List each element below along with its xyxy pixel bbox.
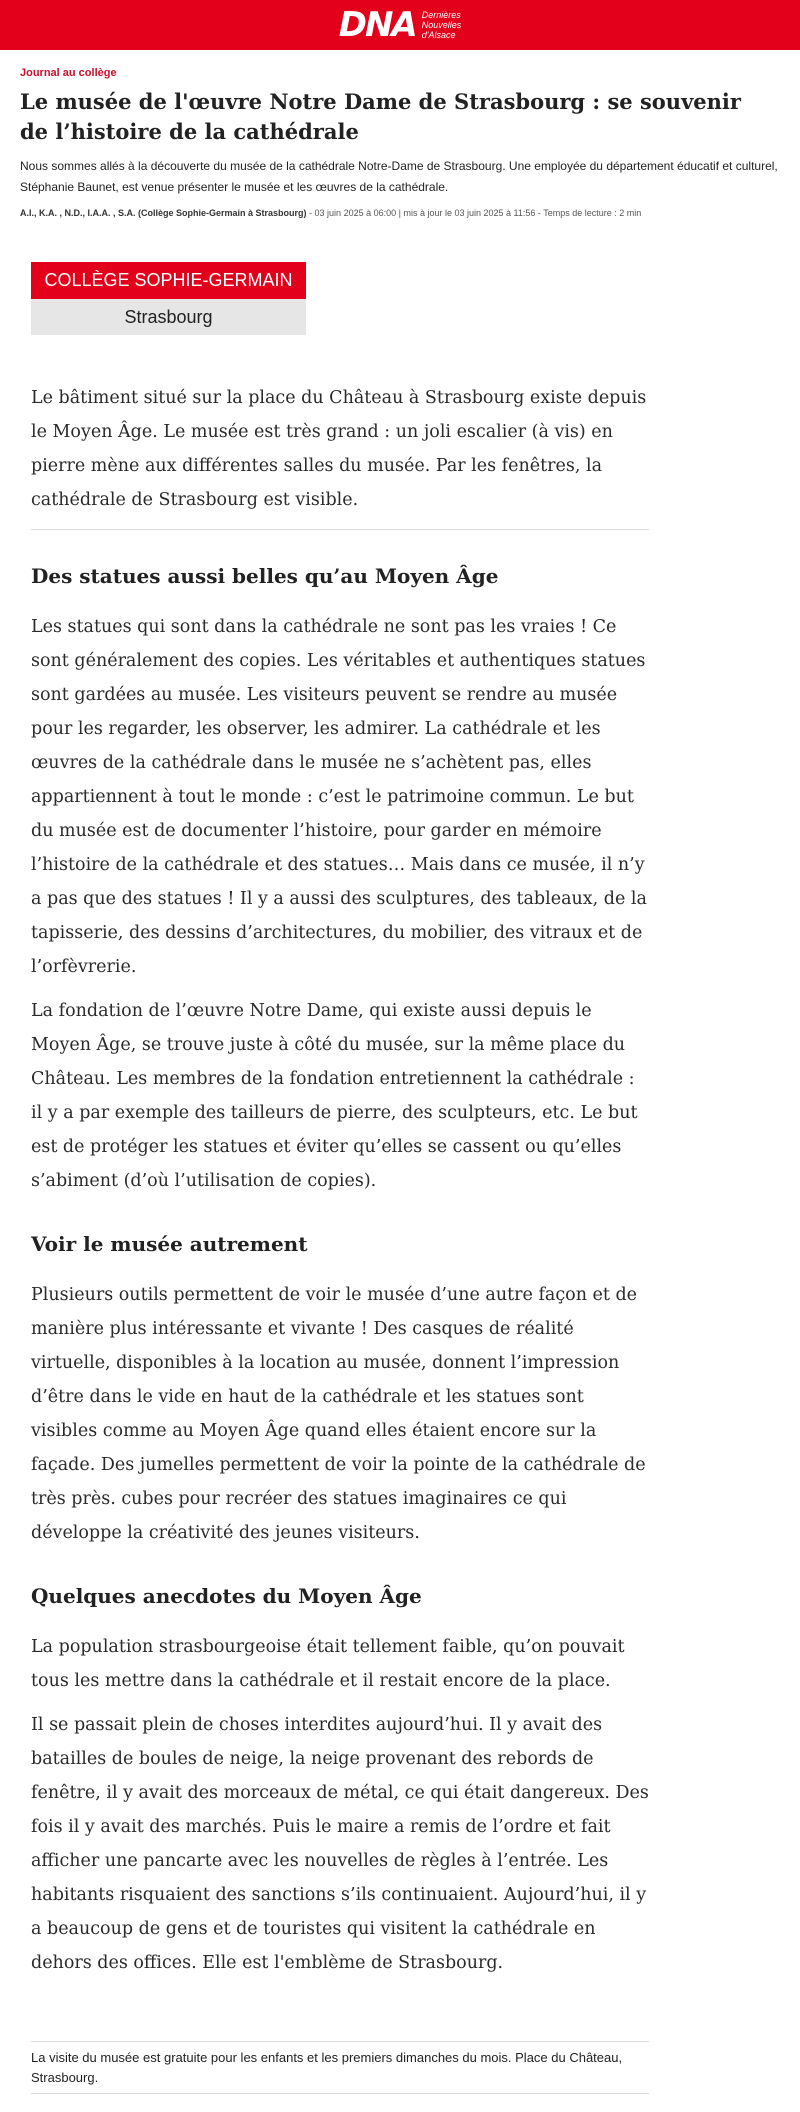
paragraph: Plusieurs outils permettent de voir le musée d’une autre façon et de manière plus intéressante et vivante ! Des casques de réalité virtuelle, disponibles à la location au musée, donnent l’impression d’être dans le vide en haut de la cathédrale et les statues sont visibles comme au Moyen Âge quand elles étaient encore sur la façade. Des jumelles permettent de voir la pointe de la cathédrale de très près. cubes pour recréer des statues imaginaires ce qui développe la créativité des jeunes visiteurs.: [31, 1285, 646, 1543]
school-city: Strasbourg: [31, 299, 306, 335]
paragraph: Il se passait plein de choses interdites aujourd’hui. Il y avait des batailles de boules de neige, la neige provenant des rebords de fenêtre, il y avait des morceaux de métal, ce qui était dangereux. Des fois il y avait des marchés. Puis le maire a remis de l’ordre et fait afficher une pancarte avec les nouvelles de règles à l’entrée. Les habitants risquaient des sanctions s’ils continuaient. Aujourd’hui, il y a beaucoup de gens et de touristes qui visitent la cathédrale en dehors des offices. Elle est l'emblème de Strasbourg.: [31, 1715, 649, 1973]
article-header: [0, 50, 800, 218]
info-box: [31, 2041, 649, 2094]
logo-tagline-line3: d'Alsace: [421, 30, 456, 40]
school-badge: [31, 262, 306, 335]
article-lead: Nous sommes allés à la découverte du musée de la cathédrale Notre-Dame de Strasbourg. Une employée du département éducatif et culturel, Stéphanie Baunet, est venue présenter le musée et les œuvres de la cathédrale.: [20, 159, 778, 194]
paragraph: La fondation de l’œuvre Notre Dame, qui existe aussi depuis le Moyen Âge, se trouve juste à côté du musée, sur la même place du Château. Les membres de la fondation entretiennent la cathédrale : il y a par exemple des tailleurs de pierre, des sculpteurs, etc. Le but est de protéger les statues et éviter qu’elles se cassent ou qu’elles s’abiment (d’où l’utilisation de copies).: [31, 1001, 638, 1191]
bottom-spacer: [0, 2094, 800, 2112]
article-meta: [20, 208, 780, 218]
paragraph: La population strasbourgeoise était tellement faible, qu’on pouvait tous les mettre dans la cathédrale et il restait encore de la place.: [31, 1637, 625, 1691]
paragraph: Les statues qui sont dans la cathédrale ne sont pas les vraies ! Ce sont généralement des copies. Les véritables et authentiques statues sont gardées au musée. Les visiteurs peuvent se rendre au musée pour les regarder, les observer, les admirer. La cathédrale et les œuvres de la cathédrale dans le musée ne s’achètent pas, elles appartiennent à tout le monde : c’est le patrimoine commun. Le but du musée est de documenter l’histoire, pour garder en mémoire l’histoire de la cathédrale et des statues… Mais dans ce musée, il n’y a pas que des statues ! Il y a aussi des sculptures, des tableaux, de la tapisserie, des dessins d’architectures, du mobilier, des vitraux et de l’orfèvrerie.: [31, 617, 647, 977]
site-header: [0, 0, 800, 50]
divider: [31, 529, 649, 530]
logo-tagline: [422, 10, 462, 40]
section-heading-statues: Des statues aussi belles qu’au Moyen Âge: [31, 564, 499, 588]
intro-paragraph: Le bâtiment situé sur la place du Château à Strasbourg existe depuis le Moyen Âge. Le musée est très grand : un joli escalier (à vis) en pierre mène aux différentes salles du musée. Par les fenêtres, la cathédrale de Strasbourg est visible.: [31, 388, 647, 510]
info-text: La visite du musée est gratuite pour les enfants et les premiers dimanches du mois. Place du Château, Strasbourg.: [31, 2050, 623, 2085]
section-heading-anecdotes: Quelques anecdotes du Moyen Âge: [31, 1584, 422, 1608]
logo-mark: DNA: [338, 5, 416, 45]
article-authors: A.I., K.A. , N.D., I.A.A. , S.A. (Collège Sophie-Germain à Strasbourg): [20, 208, 307, 218]
logo-tagline-line2: Nouvelles: [421, 20, 462, 30]
dna-logo[interactable]: [338, 5, 462, 45]
article-kicker[interactable]: Journal au collège: [20, 67, 117, 79]
logo-tagline-line1: Dernières: [421, 10, 461, 20]
article-dates: - 03 juin 2025 à 06:00 | mis à jour le 03 juin 2025 à 11:56 - Temps de lecture : 2 min: [306, 208, 642, 218]
article-title: Le musée de l'œuvre Notre Dame de Strasbourg : se souvenir de l’histoire de la cathédrale: [20, 89, 741, 144]
school-name: COLLÈGE SOPHIE-GERMAIN: [31, 262, 306, 299]
section-heading-voir: Voir le musée autrement: [31, 1232, 308, 1256]
article-body: [0, 381, 649, 1980]
